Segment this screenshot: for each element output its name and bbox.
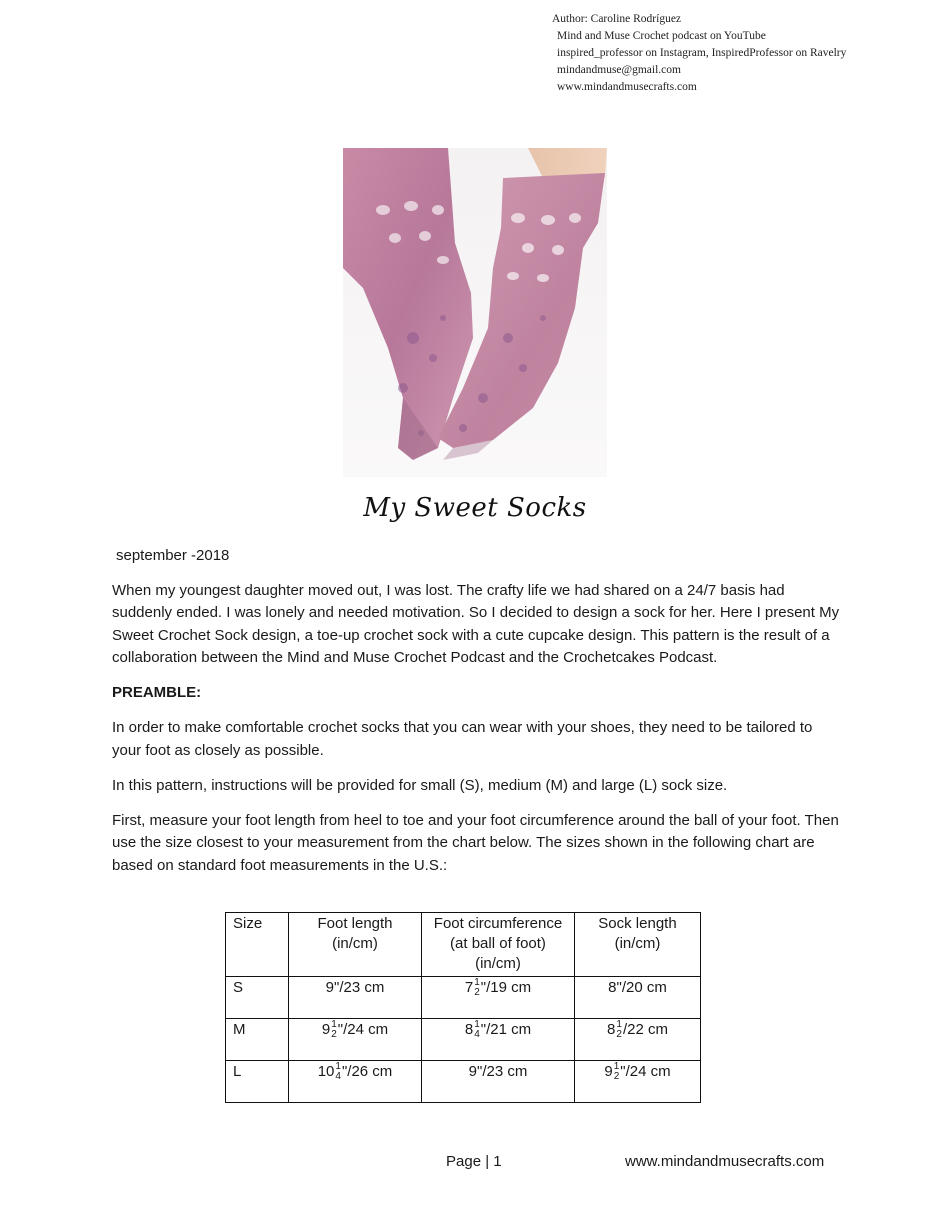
measure-paragraph: First, measure your foot length from heel to toe and your foot circumference around the ball of your foot. Then use the size closest to your measurement from the chart below. The sizes shown in the following chart are based on standard foot measurements in the U.S.:: [112, 811, 839, 874]
cell-foot-length: 10 1 4 "/26 cm: [289, 1061, 422, 1103]
sizes-paragraph: In this pattern, instructions will be provided for small (S), medium (M) and large (L) sock size.: [112, 776, 728, 794]
header-sock-length: Sock length (in/cm): [575, 913, 701, 977]
cell-size: L: [226, 1061, 289, 1103]
socks-illustration: [343, 148, 607, 477]
intro-paragraph: When my youngest daughter moved out, I was lost. The crafty life we had shared on a 24/7 basis had suddenly ended. I was lonely and needed motivation. So I decided to design a sock for her. Here I present My Sweet Crochet Sock design, a toe-up crochet sock with a cute cupcake design. This pattern is the result of a collaboration between the Mind and Muse Crochet Podcast and the Crochetcakes Podcast.: [112, 581, 840, 666]
cell-foot-circumference: 9"/23 cm: [422, 1061, 575, 1103]
header-foot-circumference: Foot circumference (at ball of foot) (in/cm): [422, 913, 575, 977]
table-row: [226, 977, 701, 1019]
table-header-row: [226, 913, 701, 977]
publish-date: september -2018: [116, 547, 230, 564]
cell-foot-circumference: 7 1 2 "/19 cm: [422, 977, 575, 1019]
size-chart-table: [225, 912, 701, 1103]
header-foot-length: Foot length (in/cm): [289, 913, 422, 977]
cell-sock-length: 9 1 2 "/24 cm: [575, 1061, 701, 1103]
footer-website[interactable]: www.mindandmusecrafts.com: [625, 1153, 825, 1170]
cell-sock-length: 8 1 2 /22 cm: [575, 1019, 701, 1061]
cell-size: M: [226, 1019, 289, 1061]
preamble-heading: PREAMBLE:: [112, 684, 202, 701]
cell-foot-length: 9"/23 cm: [289, 977, 422, 1019]
header-size: Size: [226, 913, 289, 977]
author-name: Author: Caroline Rodríguez: [552, 13, 682, 25]
table-row: [226, 1061, 701, 1103]
author-website[interactable]: www.mindandmusecrafts.com: [557, 81, 697, 93]
preamble-paragraph: In order to make comfortable crochet socks that you can wear with your shoes, they need to be tailored to your foot as closely as possible.: [112, 719, 813, 759]
table-row: [226, 1019, 701, 1061]
author-email[interactable]: mindandmuse@gmail.com: [557, 64, 681, 76]
author-social: inspired_professor on Instagram, InspiredProfessor on Ravelry: [557, 47, 847, 59]
author-info: [552, 11, 932, 96]
author-youtube: Mind and Muse Crochet podcast on YouTube: [557, 30, 766, 42]
pattern-title: My Sweet Socks: [363, 493, 587, 523]
socks-photo: [343, 148, 607, 477]
document-body: [112, 545, 842, 890]
cell-foot-circumference: 8 1 4 "/21 cm: [422, 1019, 575, 1061]
cell-foot-length: 9 1 2 "/24 cm: [289, 1019, 422, 1061]
cell-size: S: [226, 977, 289, 1019]
cell-sock-length: 8"/20 cm: [575, 977, 701, 1019]
page-number: Page | 1: [446, 1153, 502, 1170]
